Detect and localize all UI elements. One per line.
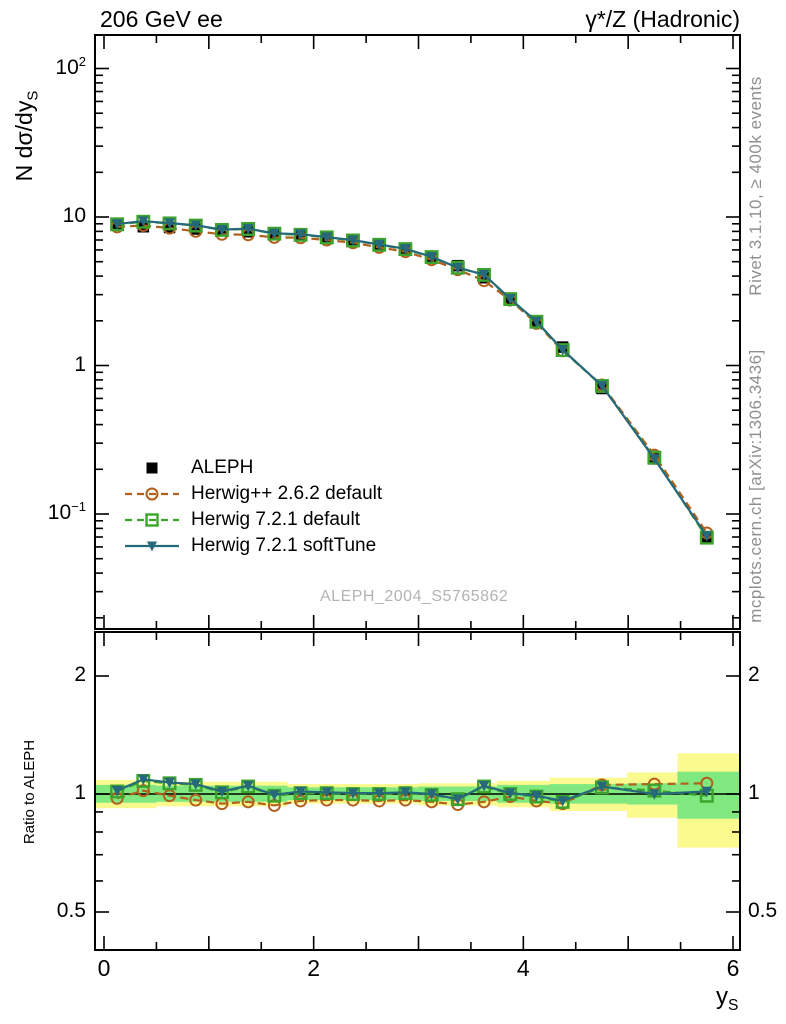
ratio-tick-label-right: 1 <box>748 781 760 804</box>
y-axis-tick-label: 1 <box>74 352 86 376</box>
legend-label: Herwig 7.2.1 default <box>191 509 360 530</box>
ratio-tick-label-left: 2 <box>74 662 86 686</box>
analysis-watermark: ALEPH_2004_S5765862 <box>320 588 509 605</box>
x-axis-tick-label: 6 <box>726 955 740 981</box>
x-axis-title-subscript: S <box>728 996 739 1014</box>
header-left-title: 206 GeV ee <box>100 6 223 32</box>
y-axis-tick-label: 10 <box>62 204 86 227</box>
mcplots-reference-note: mcplots.cern.ch [arXiv:1306.3436] <box>746 349 765 623</box>
ratio-tick-label-right: 2 <box>748 662 760 686</box>
legend-entry-aleph <box>123 455 382 481</box>
ratio-tick-label-left: 0.5 <box>56 899 86 922</box>
ratio-tick-label-left: 1 <box>74 781 86 804</box>
header-right-title: γ*/Z (Hadronic) <box>585 6 740 32</box>
x-axis-tick-label: 0 <box>97 955 111 981</box>
y-axis-title: N $d\sigma/dy_S$ <box>11 90 42 182</box>
legend-label: Herwig 7.2.1 softTune <box>191 535 377 556</box>
herwig-721-softtune-marker-icon <box>123 537 181 555</box>
herwigpp-262-default-marker-icon <box>123 485 181 503</box>
y-axis-title-subscript: S <box>24 90 42 101</box>
legend-label: Herwig++ 2.6.2 default <box>191 483 383 504</box>
herwig-721-default-marker-icon <box>123 511 181 529</box>
ratio-axis-title: Ratio to ALEPH <box>21 739 38 845</box>
y-axis-tick-label: $10^{-1}$ <box>47 499 86 524</box>
aleph-marker-icon <box>123 459 181 477</box>
legend-label: ALEPH <box>191 457 254 478</box>
legend-entry-herwigpp-262-default <box>123 481 382 507</box>
y-axis-tick-label: $10^2$ <box>55 53 86 79</box>
legend-entry-herwig-721-softtune <box>123 533 382 559</box>
x-axis-title: $y_S$ <box>716 983 739 1014</box>
legend <box>123 455 382 559</box>
x-axis-tick-label: 2 <box>307 955 321 981</box>
ratio-tick-label-right: 0.5 <box>748 899 778 922</box>
rivet-version-note: Rivet 3.1.10, ≥ 400k events <box>746 76 765 296</box>
legend-entry-herwig-721-default <box>123 507 382 533</box>
x-axis-tick-label: 4 <box>516 955 530 981</box>
